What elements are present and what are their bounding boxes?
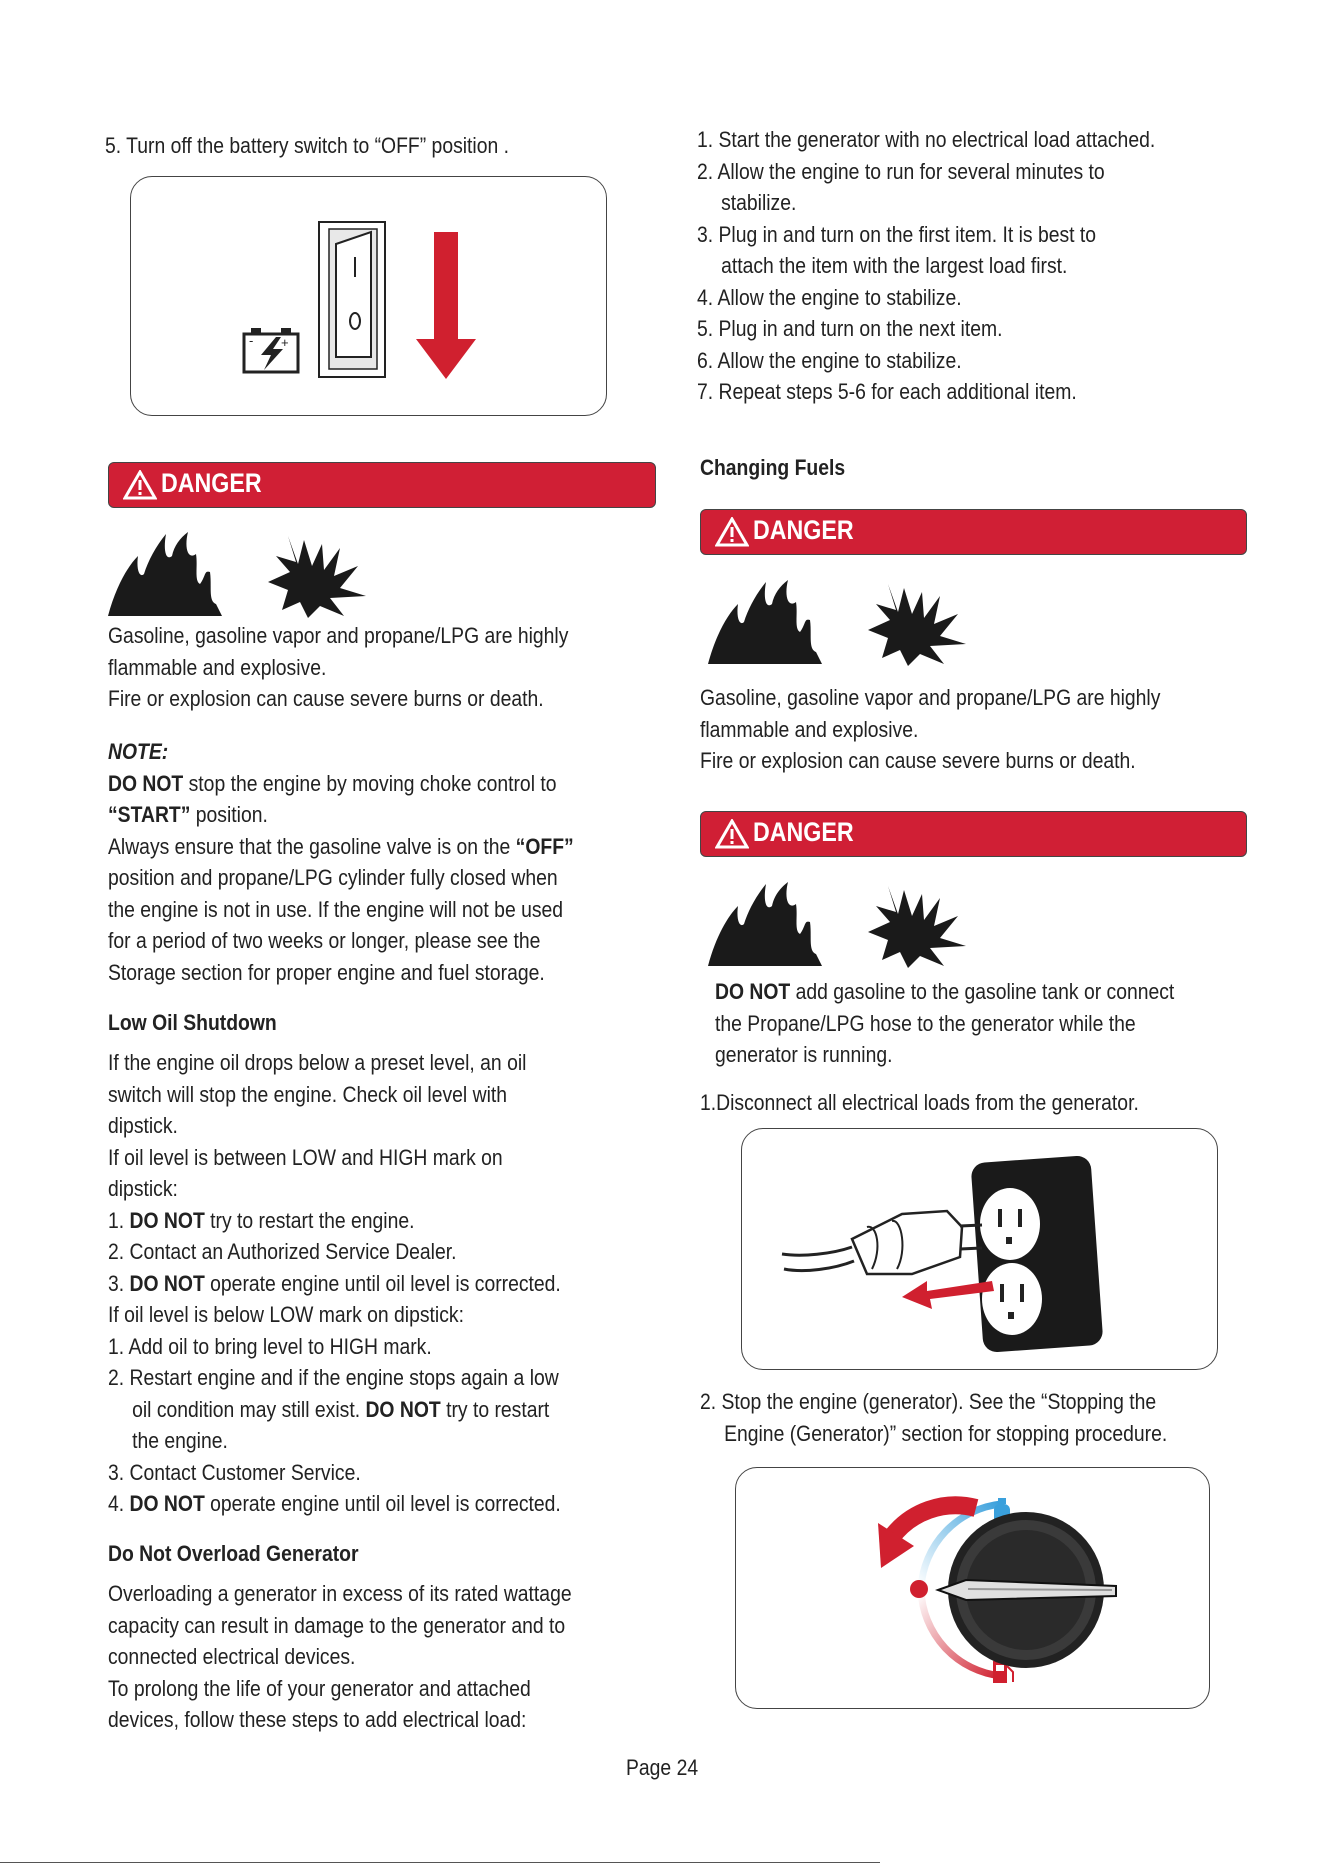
danger-2-line: Fire or explosion can cause severe burns or death.: [700, 748, 1136, 773]
note-title: NOTE:: [108, 739, 169, 764]
low-oil-line: If oil level is below LOW mark on dipstick:: [108, 1302, 464, 1327]
low-oil-line: If oil level is between LOW and HIGH mark on: [108, 1144, 503, 1170]
hazard-icons-3: [708, 876, 978, 968]
danger-3-line: DO NOT add gasoline to the gasoline tank or connect: [715, 979, 1175, 1004]
low-oil-item: 3. Contact Customer Service.: [108, 1459, 361, 1485]
danger-label: DANGER: [753, 515, 854, 545]
overload-line: To prolong the life of your generator and attached: [108, 1675, 531, 1701]
load-steps: [697, 124, 1155, 408]
load-step: attach the item with the largest load first.: [721, 253, 1068, 278]
danger-3-text: [715, 976, 1174, 1071]
load-step: 3. Plug in and turn on the first item. It is best to: [697, 221, 1097, 247]
disconnect-step: 1.Disconnect all electrical loads from the generator.: [700, 1090, 1139, 1115]
warning-triangle-icon: [715, 819, 749, 849]
danger-3-line: generator is running.: [715, 1042, 893, 1067]
danger-1-text: [108, 620, 568, 715]
overload-line: connected electrical devices.: [108, 1644, 356, 1669]
low-oil-section: [108, 1047, 561, 1520]
danger-3-line: the Propane/LPG hose to the generator while the: [715, 1010, 1136, 1036]
page-number: Page 24: [626, 1755, 699, 1780]
warning-triangle-icon: [715, 517, 749, 547]
down-arrow-icon: [416, 232, 476, 379]
danger-2-text: [700, 682, 1160, 777]
low-oil-line: dipstick.: [108, 1113, 178, 1138]
changing-fuels-heading: Changing Fuels: [700, 455, 846, 480]
overload-heading: Do Not Overload Generator: [108, 1541, 359, 1566]
footer-rule: [0, 1862, 880, 1863]
plug-outlet-icon: [742, 1129, 1217, 1369]
explosion-icon: [268, 536, 366, 618]
note-line: DO NOT stop the engine by moving choke control to: [108, 770, 557, 796]
low-oil-line: switch will stop the engine. Check oil level with: [108, 1081, 508, 1107]
low-oil-item: the engine.: [132, 1428, 228, 1453]
danger-banner-2: [700, 509, 1247, 555]
danger-2-line: Gasoline, gasoline vapor and propane/LPG are highly: [700, 685, 1161, 710]
low-oil-item: oil condition may still exist. DO NOT try to restart: [132, 1396, 550, 1422]
flame-icon: [708, 882, 822, 966]
note-line: Always ensure that the gasoline valve is on the “OFF”: [108, 833, 574, 859]
danger-label: DANGER: [161, 468, 262, 498]
hazard-icons-2: [708, 574, 978, 666]
fuel-selector-knob-icon: [736, 1468, 1209, 1708]
overload-line: Overloading a generator in excess of its rated wattage: [108, 1581, 572, 1606]
danger-label: DANGER: [753, 817, 854, 847]
load-step: 2. Allow the engine to run for several minutes to: [697, 158, 1105, 184]
flame-icon: [708, 580, 822, 664]
low-oil-line: If the engine oil drops below a preset level, an oil: [108, 1050, 527, 1075]
danger-banner-3: [700, 811, 1247, 857]
battery-icon: [244, 328, 298, 372]
note-line: the engine is not in use. If the engine will not be used: [108, 896, 564, 922]
danger-1-line: Fire or explosion can cause severe burns or death.: [108, 686, 544, 711]
low-oil-item: 1. DO NOT try to restart the engine.: [108, 1207, 415, 1233]
stop-step: [700, 1386, 1167, 1449]
fuel-knob-figure: [735, 1467, 1210, 1709]
note-section: [108, 736, 574, 988]
low-oil-item: 2. Contact an Authorized Service Dealer.: [108, 1239, 457, 1264]
note-line: position and propane/LPG cylinder fully closed when: [108, 865, 558, 890]
plug-outlet-figure: [741, 1128, 1218, 1370]
hazard-icons-1: [108, 526, 378, 618]
danger-2-line: flammable and explosive.: [700, 716, 919, 742]
load-step: 1. Start the generator with no electrical load attached.: [697, 127, 1156, 152]
step-5-text: 5. Turn off the battery switch to “OFF” position .: [105, 133, 510, 158]
explosion-icon: [868, 886, 966, 968]
stop-line: 2. Stop the engine (generator). See the “Stopping the: [700, 1389, 1157, 1414]
danger-1-line: flammable and explosive.: [108, 654, 327, 680]
battery-switch-figure: [130, 176, 607, 416]
overload-line: capacity can result in damage to the generator and to: [108, 1612, 566, 1638]
low-oil-heading: Low Oil Shutdown: [108, 1010, 277, 1035]
danger-banner-1: [108, 462, 656, 508]
rocker-switch-icon: [319, 222, 385, 377]
low-oil-item: 3. DO NOT operate engine until oil level is corrected.: [108, 1270, 561, 1296]
load-step: 7. Repeat steps 5-6 for each additional item.: [697, 379, 1077, 404]
overload-line: devices, follow these steps to add electrical load:: [108, 1707, 527, 1732]
load-step: 4. Allow the engine to stabilize.: [697, 284, 962, 310]
flame-icon: [108, 532, 222, 616]
note-line: for a period of two weeks or longer, please see the: [108, 928, 541, 953]
danger-1-line: Gasoline, gasoline vapor and propane/LPG are highly: [108, 623, 569, 648]
low-oil-item: 2. Restart engine and if the engine stops again a low: [108, 1365, 559, 1390]
warning-triangle-icon: [123, 470, 157, 500]
load-step: 6. Allow the engine to stabilize.: [697, 347, 962, 373]
low-oil-item: 1. Add oil to bring level to HIGH mark.: [108, 1333, 432, 1359]
overload-section: [108, 1578, 572, 1736]
load-step: 5. Plug in and turn on the next item.: [697, 316, 1003, 341]
low-oil-item: 4. DO NOT operate engine until oil level is corrected.: [108, 1491, 561, 1516]
note-line: “START” position.: [108, 802, 268, 827]
stop-line: Engine (Generator)” section for stopping procedure.: [724, 1420, 1168, 1446]
svg-text:-: -: [249, 333, 254, 348]
load-step: stabilize.: [721, 190, 797, 215]
note-line: Storage section for proper engine and fuel storage.: [108, 959, 545, 985]
low-oil-line: dipstick:: [108, 1176, 178, 1201]
explosion-icon: [868, 584, 966, 666]
svg-text:+: +: [281, 335, 289, 350]
